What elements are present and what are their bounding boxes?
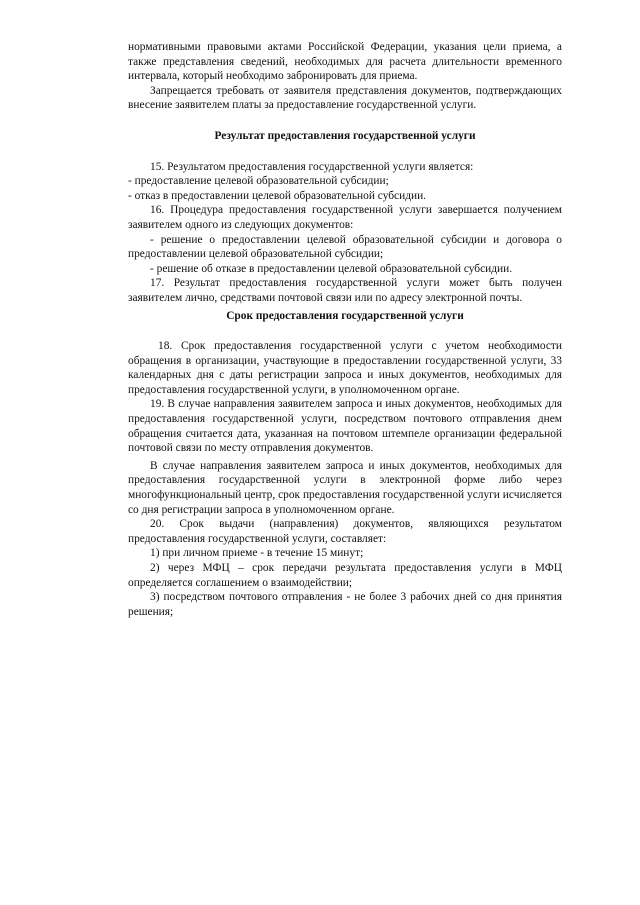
list-item: 2) через МФЦ – срок передачи результата предоставления услуги в МФЦ определяется соглашением о взаимодействии; <box>128 562 562 589</box>
list-item: - решение о предоставлении целевой образовательной субсидии и договора о предоставлении целевой образовательной субсидии; <box>128 233 562 261</box>
clause-16: 16. Процедура предоставления государственной услуги завершается получением заявителем одного из следующих документов: <box>128 204 562 231</box>
result-section-heading: Результат предоставления государственной услуги <box>214 129 476 142</box>
list-item: - предоставление целевой образовательной субсидии; <box>128 175 389 188</box>
list-item: 1) при личном приеме - в течение 15 минут; <box>150 547 364 560</box>
document-page <box>128 40 562 619</box>
clause-19-continuation: В случае направления заявителем запроса и иных документов, необходимых для предоставления государственной услуги в электронной форме либо через многофункциональный центр, срок предоставления государственной услуги исчисляется со дня регистрации запроса в уполномоченном органе. <box>128 459 562 516</box>
list-item: - отказ в предоставлении целевой образовательной субсидии. <box>128 189 427 202</box>
clause-20-list <box>128 546 562 619</box>
clause-15: 15. Результатом предоставления государственной услуги является: <box>150 160 474 173</box>
clause-19: 19. В случае направления заявителем запроса и иных документов, необходимых для предоставления государственной услуги, посредством почтового отправления днем обращения считается дата, указанная на почтовом штемпеле организации федеральной почтовой связи по месту отправления документов. <box>128 398 562 455</box>
clause-20: 20. Срок выдачи (направления) документов, являющихся результатом предоставления государственной услуги, составляет: <box>128 518 562 545</box>
clause-15-list <box>128 174 562 203</box>
intro-paragraph-2: Запрещается требовать от заявителя представления документов, подтверждающих внесение заявителем платы за предоставление государственной услуги. <box>128 84 562 112</box>
clause-16-list <box>128 233 562 277</box>
term-section-heading: Срок предоставления государственной услуги <box>226 309 464 322</box>
list-item: - решение об отказе в предоставлении целевой образовательной субсидии. <box>150 262 513 275</box>
clause-18: 18. Срок предоставления государственной услуги с учетом необходимости обращения в организации, участвующие в предоставлении государственной услуги, 33 календарных дня с даты регистрации запроса и иных документов, необходимых для предоставления государственной услуги, в уполномоченном органе. <box>128 340 562 396</box>
list-item: 3) посредством почтового отправления - не более 3 рабочих дней со дня принятия решения; <box>128 591 562 618</box>
clause-17: 17. Результат предоставления государственной услуги может быть получен заявителем лично, средствами почтовой связи или по адресу электронной почты. <box>128 277 562 304</box>
intro-paragraph-1: нормативными правовыми актами Российской Федерации, указания цели приема, а также представления сведений, необходимых для расчета длительности временного интервала, который необходимо забронировать для приема. <box>128 41 562 83</box>
